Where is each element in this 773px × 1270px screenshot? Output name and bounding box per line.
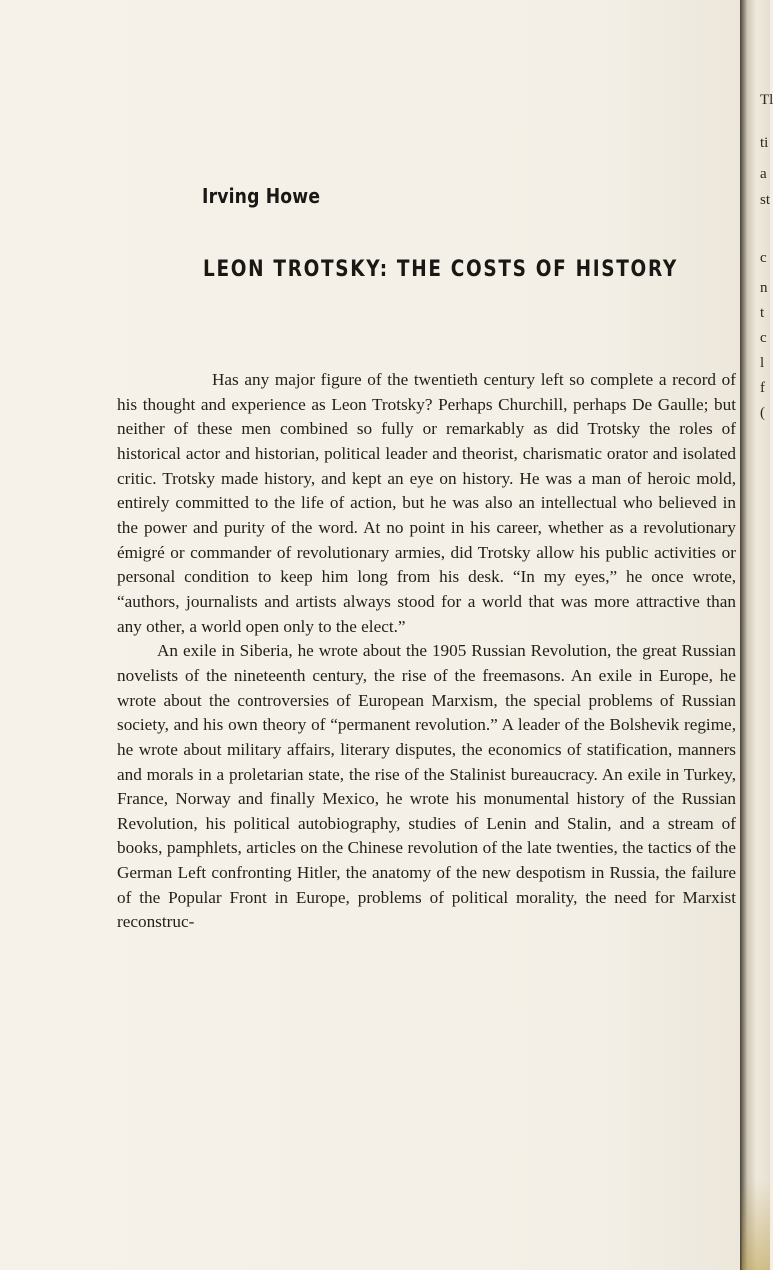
essay-title: LEON TROTSKY: THE COSTS OF HISTORY — [203, 257, 678, 282]
edge-glyph: a — [760, 166, 767, 182]
edge-glyph: t — [760, 305, 765, 321]
edge-glyph: ( — [760, 405, 765, 421]
edge-glyph: l — [760, 355, 765, 371]
edge-glyph: f — [760, 380, 765, 396]
author-name: Irving Howe — [202, 184, 321, 208]
edge-glyph: c — [760, 250, 767, 266]
edge-glyph: Tl — [760, 92, 773, 108]
gutter-stain — [742, 1180, 770, 1270]
edge-glyph: n — [760, 280, 768, 296]
facing-page-edge — [756, 80, 773, 440]
paragraph-2: An exile in Siberia, he wrote about the 1905 Russian Revolution, the great Russian novelists of the nineteenth century, the rise of the freemasons. An exile in Europe, he wrote about the controversies of European Marxism, the special problems of Russian society, and his own theory of “permanent revolution.” A leader of the Bolshevik regime, he wrote about military affairs, literary disputes, the economics of statification, manners and morals in a proletarian state, the rise of the Stalinist bureaucracy. An exile in Turkey, France, Norway and finally Mexico, he wrote his monumental history of the Russian Revolution, his political autobiography, studies of Lenin and Stalin, and a stream of books, pamphlets, articles on the Chinese revolution of the late twenties, the tactics of the German Left confronting Hitler, the anatomy of the new despotism in Russia, the failure of the Popular Front in Europe, problems of political morality, the need for Marxist reconstruc- — [117, 641, 736, 932]
edge-glyph: ti — [760, 135, 769, 151]
essay-body — [117, 368, 736, 935]
edge-glyph: st — [760, 192, 771, 208]
paragraph-1: Has any major figure of the twentieth century left so complete a record of his thought and experience as Leon Trotsky? Perhaps Churchill, perhaps De Gaulle; but neither of these men combined so fully or remarkably as did Trotsky the roles of historical actor and historian, political leader and theorist, charismatic orator and isolated critic. Trotsky made history, and kept an eye on history. He was a man of heroic mold, entirely committed to the life of action, but he was also an intellectual who believed in the power and purity of the word. At no point in his career, whether as a revolutionary émigré or commander of revolutionary armies, did Trotsky allow his public activities or personal condition to keep him long from his desk. “In my eyes,” he once wrote, “authors, journalists and artists always stood for a world that was more attractive than any other, a world open only to the elect.” — [117, 370, 736, 636]
edge-glyph: c — [760, 330, 767, 346]
